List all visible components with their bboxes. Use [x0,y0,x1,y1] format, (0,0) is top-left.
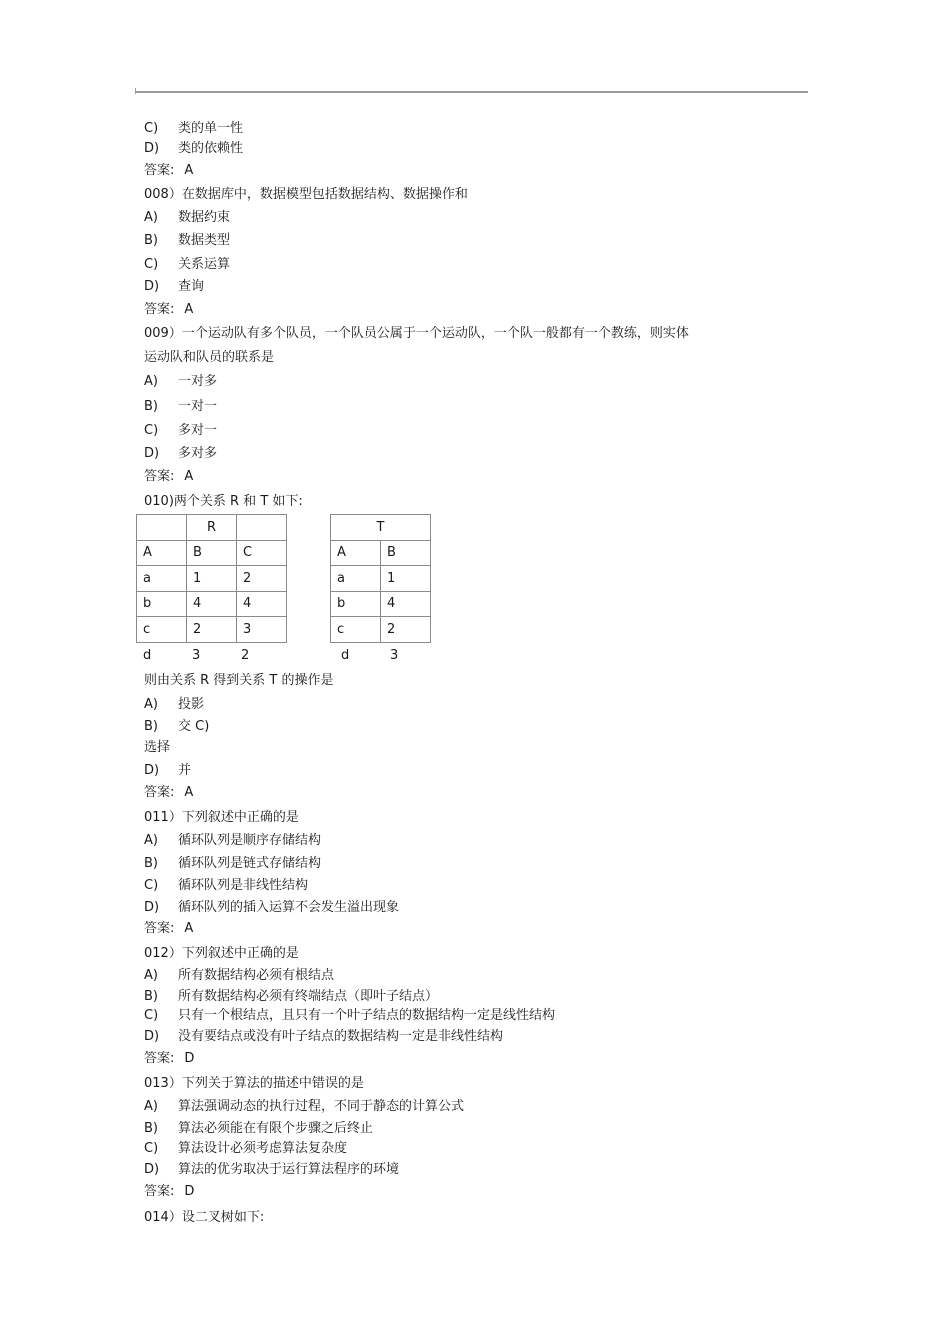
table-cell: 4 [237,591,287,617]
table-cell: 2 [187,617,237,643]
table-cell [237,515,287,541]
column-header: A [137,540,187,566]
table-row [331,566,431,592]
option-a-010 [144,697,204,713]
option-b-010 [144,719,209,735]
answer-008 [144,302,193,318]
column-header: A [331,540,381,566]
answer-009 [144,469,193,485]
answer-label: 答案: [144,469,175,484]
option-b-008 [144,233,230,249]
option-text: 多对多 [178,446,218,461]
table-cell: a [137,566,187,592]
answer-label: 答案: [144,302,175,317]
option-label: D) [144,900,160,915]
option-text: 循环队列的插入运算不会发生溢出现象 [178,900,400,915]
option-label: A) [144,697,158,712]
option-label: D) [144,763,160,778]
option-text: 一对多 [178,374,218,389]
option-label: B) [144,233,158,248]
option-d-009 [144,446,217,462]
option-text: 循环队列是链式存储结构 [178,856,322,871]
option-b-012 [144,989,438,1005]
option-label: A) [144,968,158,983]
option-text: 没有要结点或没有叶子结点的数据结构一定是非线性结构 [178,1029,504,1044]
answer-value: D [184,1184,195,1199]
option-text: 多对一 [178,423,218,438]
option-d-008 [144,279,204,295]
answer-label: 答案: [144,1051,175,1066]
option-label: C) [144,121,159,136]
option-label: B) [144,989,158,1004]
answer-value: A [184,302,194,317]
option-d-010 [144,763,191,779]
relation-t-tail-cell: 3 [390,648,399,663]
answer-value: A [184,921,194,936]
option-d-013 [144,1162,399,1178]
table-cell: 2 [237,566,287,592]
option-label: C) [144,257,159,272]
option-c-007 [144,121,243,137]
relation-r-tail-cell: 3 [192,648,201,663]
option-label: C) [144,878,159,893]
option-label: D) [144,141,160,156]
table-row [137,617,287,643]
answer-012 [144,1051,194,1067]
option-label: B) [144,399,158,414]
option-text: 算法强调动态的执行过程，不同于静态的计算公式 [178,1099,465,1114]
answer-010 [144,785,193,801]
table-cell: b [137,591,187,617]
option-d-012 [144,1029,503,1045]
option-c-009 [144,423,217,439]
option-label: C) [144,1008,159,1023]
option-text: 关系运算 [178,257,231,272]
option-label: D) [144,1162,160,1177]
option-label: C) [144,423,159,438]
answer-007 [144,163,193,179]
option-label: A) [144,374,158,389]
table-cell: 2 [381,617,431,643]
option-text: 一对一 [178,399,218,414]
question-012: 012）下列叙述中正确的是 [144,946,299,961]
option-label: D) [144,1029,160,1044]
answer-label: 答案: [144,163,175,178]
column-header: B [381,540,431,566]
relation-r-tail-cell: d [143,648,152,663]
option-b-009 [144,399,217,415]
question-010: 010)两个关系 R 和 T 如下: [144,494,303,509]
table-cell: 4 [187,591,237,617]
column-header: B [187,540,237,566]
table-cell: b [331,591,381,617]
option-label: B) [144,1121,158,1136]
column-header: C [237,540,287,566]
option-label: A) [144,1099,158,1114]
question-008: 008）在数据库中，数据模型包括数据结构、数据操作和 [144,187,468,202]
option-c-008 [144,257,230,273]
option-c-012 [144,1008,555,1024]
option-label: B) [144,856,158,871]
relation-r-name: R [187,515,237,541]
table-cell: c [137,617,187,643]
option-text: 只有一个根结点，且只有一个叶子结点的数据结构一定是线性结构 [178,1008,556,1023]
question-009-line-1: 009）一个运动队有多个队员，一个队员公属于一个运动队，一个队一般都有一个教练，则实体 [144,326,689,341]
option-text: 并 [178,763,192,778]
table-row [331,591,431,617]
answer-value: A [184,163,194,178]
option-a-009 [144,374,217,390]
option-b-011 [144,856,321,872]
option-label: C) [144,1141,159,1156]
table-header-row [137,540,287,566]
question-009-line-2: 运动队和队员的联系是 [144,350,275,365]
question-010-continuation: 则由关系 R 得到关系 T 的操作是 [144,673,334,688]
option-text: 数据约束 [178,210,231,225]
answer-label: 答案: [144,1184,175,1199]
option-d-011 [144,900,399,916]
option-text: 投影 [178,697,205,712]
question-013: 013）下列关于算法的描述中错误的是 [144,1076,364,1091]
table-title-row [331,515,431,541]
option-a-013 [144,1099,464,1115]
option-b-013 [144,1121,373,1137]
option-text: 所有数据结构必须有终端结点（即叶子结点） [178,989,439,1004]
table-cell: 1 [187,566,237,592]
option-text: 算法的优劣取决于运行算法程序的环境 [178,1162,400,1177]
table-cell: 3 [237,617,287,643]
answer-value: D [184,1051,195,1066]
option-d-007 [144,141,243,157]
table-cell: a [331,566,381,592]
table-cell: c [331,617,381,643]
option-text: 循环队列是非线性结构 [178,878,309,893]
option-text: 所有数据结构必须有根结点 [178,968,335,983]
header-rule [136,91,808,93]
option-c-013 [144,1141,347,1157]
table-header-row [331,540,431,566]
option-text: 类的单一性 [178,121,244,136]
option-text: 算法设计必须考虑算法复杂度 [178,1141,348,1156]
option-text: 数据类型 [178,233,231,248]
answer-label: 答案: [144,785,175,800]
option-c-011 [144,878,308,894]
table-row [137,566,287,592]
option-a-012 [144,968,334,984]
table-row [331,617,431,643]
relation-t-tail-cell: d [341,648,350,663]
question-014: 014）设二叉树如下: [144,1210,265,1225]
option-label: B) [144,719,158,734]
table-cell: 4 [381,591,431,617]
answer-013 [144,1184,194,1200]
option-text: 查询 [178,279,205,294]
option-text: 交 C) [178,719,210,734]
relation-r-table [136,514,287,643]
option-text: 类的依赖性 [178,141,244,156]
relation-r-tail-cell: 2 [241,648,250,663]
option-label: A) [144,210,158,225]
answer-label: 答案: [144,921,175,936]
relation-t-name: T [331,515,431,541]
option-text: 算法必须能在有限个步骤之后终止 [178,1121,374,1136]
option-c-010-wrap: 选择 [144,740,171,755]
option-a-008 [144,210,230,226]
table-row [137,591,287,617]
option-label: D) [144,446,160,461]
option-text: 循环队列是顺序存储结构 [178,833,322,848]
option-a-011 [144,833,321,849]
answer-011 [144,921,193,937]
question-011: 011）下列叙述中正确的是 [144,810,299,825]
table-cell [137,515,187,541]
option-label: A) [144,833,158,848]
relation-t-table [330,514,431,643]
table-cell: 1 [381,566,431,592]
answer-value: A [184,785,194,800]
option-label: D) [144,279,160,294]
table-title-row [137,515,287,541]
answer-value: A [184,469,194,484]
